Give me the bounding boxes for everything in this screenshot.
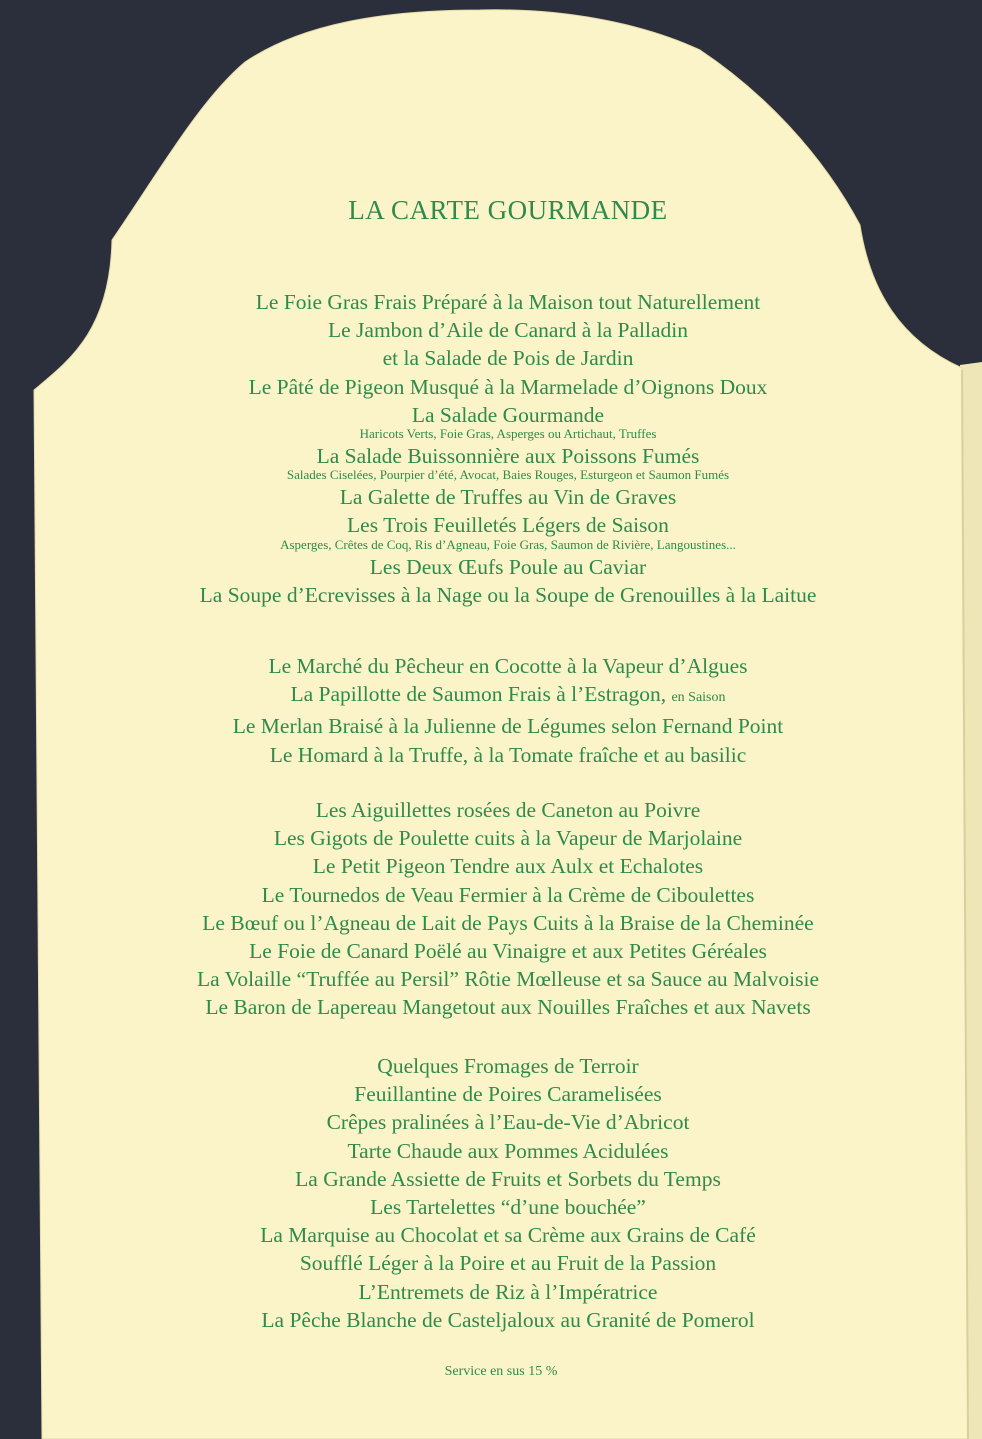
menu-item (0, 796, 982, 824)
menu-item-text: Soufflé Léger à la Poire et au Fruit de la Passion (299, 1251, 717, 1276)
menu-item-text: La Salade Buissonnière aux Poissons Fumés (316, 444, 700, 469)
menu-item (0, 1221, 982, 1249)
menu-item (0, 965, 982, 993)
menu-item-text: et la Salade de Pois de Jardin (382, 346, 634, 371)
menu-item-text: La Soupe d’Ecrevisses à la Nage ou la Soupe de Grenouilles à la Laitue (199, 582, 817, 607)
menu-item-detail: Salades Ciselées, Pourpier d’été, Avocat, Baies Rouges, Esturgeon et Saumon Fumés (286, 467, 730, 483)
menu-item (0, 1080, 982, 1108)
menu-item-text: Les Gigots de Poulette cuits à la Vapeur de Marjolaine (273, 826, 743, 851)
menu-item-text: Crêpes pralinées à l’Eau-de-Vie d’Abricot (326, 1110, 690, 1135)
menu-item-text: Feuillantine de Poires Caramelisées (354, 1082, 662, 1107)
menu-item-text: Les Deux Œufs Poule au Caviar (369, 554, 647, 579)
section-desserts (0, 1052, 982, 1334)
menu-item (0, 316, 982, 344)
menu-item (0, 553, 982, 581)
menu-item-text: L’Entremets de Riz à l’Impératrice (358, 1279, 658, 1304)
menu-item (0, 937, 982, 965)
menu-item-text: Le Jambon d’Aile de Canard à la Palladin (327, 318, 688, 343)
menu-item (0, 373, 982, 401)
menu-item-text: La Pêche Blanche de Casteljaloux au Granité de Pomerol (261, 1307, 755, 1332)
menu-item-text: Le Homard à la Truffe, à la Tomate fraîche et au basilic (269, 742, 747, 767)
menu-item (0, 344, 982, 372)
menu-item (0, 881, 982, 909)
menu-item (0, 741, 982, 769)
menu-item-text: Le Pâté de Pigeon Musqué à la Marmelade d’Oignons Doux (248, 374, 768, 399)
menu-item (0, 680, 982, 712)
menu-item (0, 1137, 982, 1165)
menu-item (0, 712, 982, 740)
menu-item (0, 581, 982, 609)
menu-item-text: Le Bœuf ou l’Agneau de Lait de Pays Cuits à la Braise de la Cheminée (202, 910, 814, 935)
menu-item-text: Le Petit Pigeon Tendre aux Aulx et Echalotes (312, 854, 704, 879)
menu-item-detail: Asperges, Crêtes de Coq, Ris d’Agneau, Foie Gras, Saumon de Rivière, Langoustines... (280, 536, 736, 552)
menu-item-text: La Papillotte de Saumon Frais à l’Estragon, (290, 682, 667, 707)
menu-item-text: La Galette de Truffes au Vin de Graves (339, 485, 677, 510)
menu-item (0, 1108, 982, 1136)
menu-item (0, 288, 982, 316)
menu-item (0, 1052, 982, 1080)
menu-item (0, 1249, 982, 1277)
section-meats (0, 796, 982, 1022)
menu-item (0, 1306, 982, 1334)
menu-item (0, 824, 982, 852)
menu-item-text: La Salade Gourmande (411, 402, 605, 427)
menu-item-text: Tarte Chaude aux Pommes Acidulées (347, 1138, 669, 1163)
menu-item-text: Le Tournedos de Veau Fermier à la Crème de Ciboulettes (261, 882, 755, 907)
menu-item-text: Le Marché du Pêcheur en Cocotte à la Vapeur d’Algues (268, 654, 748, 678)
menu-item-detail: Haricots Verts, Foie Gras, Asperges ou Artichaut, Truffes (359, 426, 657, 442)
section-fish (0, 652, 982, 769)
menu-item (0, 483, 982, 511)
menu-item (0, 1278, 982, 1306)
menu-item-text: Le Baron de Lapereau Mangetout aux Nouilles Fraîches et aux Navets (205, 995, 811, 1020)
section-starters (0, 288, 982, 609)
menu-title: LA CARTE GOURMANDE (348, 195, 668, 225)
menu-item (0, 1193, 982, 1221)
menu-item-text: Quelques Fromages de Terroir (377, 1054, 639, 1078)
menu-item-text: Le Merlan Braisé à la Julienne de Légumes selon Fernand Point (232, 714, 784, 739)
service-note: Service en sus 15 % (444, 1364, 558, 1379)
menu-item (0, 1165, 982, 1193)
menu-item (0, 909, 982, 937)
menu-item-text: Les Aiguillettes rosées de Caneton au Poivre (315, 798, 701, 822)
menu-item-text: Le Foie de Canard Poëlé au Vinaigre et aux Petites Géréales (249, 939, 767, 964)
menu-item-text: Les Tartelettes “d’une bouchée” (370, 1195, 646, 1220)
menu-item-text: Les Trois Feuilletés Légers de Saison (347, 513, 669, 538)
menu-item-text: La Marquise au Chocolat et sa Crème aux Grains de Café (260, 1223, 756, 1248)
menu-item (0, 852, 982, 880)
menu-item-suffix: en Saison (671, 690, 726, 706)
menu-item-text: La Volaille “Truffée au Persil” Rôtie Mœlleuse et sa Sauce au Malvoisie (197, 967, 819, 992)
menu-item-text: La Grande Assiette de Fruits et Sorbets du Temps (295, 1166, 721, 1191)
menu-item (0, 993, 982, 1021)
menu-item (0, 652, 982, 680)
menu-item-text: Le Foie Gras Frais Préparé à la Maison tout Naturellement (255, 290, 761, 314)
